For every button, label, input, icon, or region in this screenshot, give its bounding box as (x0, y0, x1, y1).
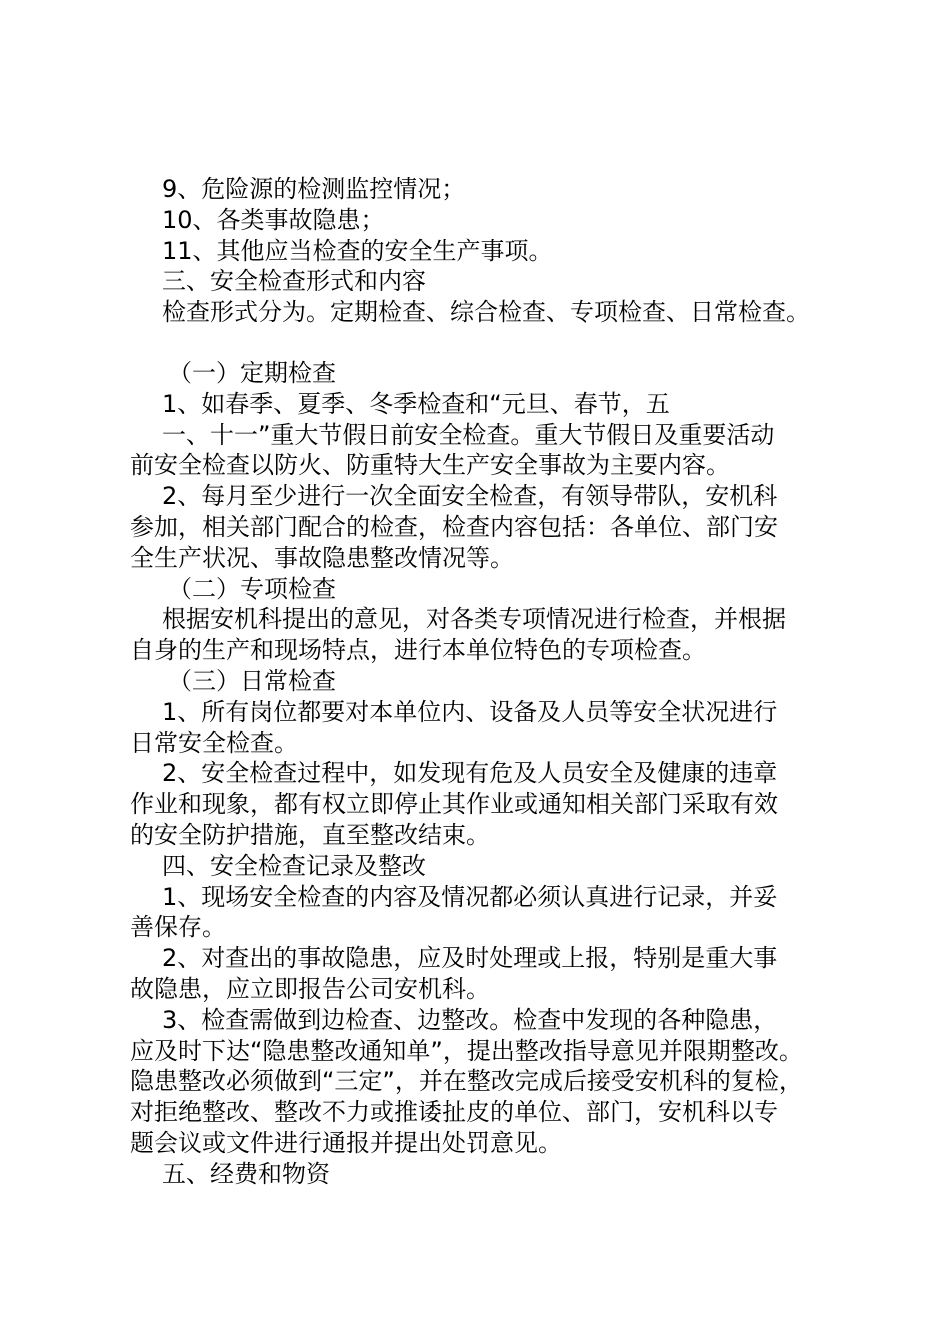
paragraph-line: 2、对查出的事故隐患，应及时处理或上报，特别是重大事 (162, 944, 778, 973)
list-item-11: 11、其他应当检查的安全生产事项。 (162, 236, 553, 265)
paragraph-line: 隐患整改必须做到“三定”，并在整改完成后接受安机科的复检， (130, 1067, 803, 1096)
paragraph-line: 参加，相关部门配合的检查，检查内容包括：各单位、部门安 (130, 512, 778, 541)
section-heading-3: 三、安全检查形式和内容 (162, 267, 426, 296)
paragraph-line: 自身的生产和现场特点，进行本单位特色的专项检查。 (130, 636, 706, 665)
section-heading-5: 五、经费和物资 (162, 1159, 330, 1188)
paragraph-line: 应及时下达“隐患整改通知单”，提出整改指导意见并限期整改。 (130, 1036, 803, 1065)
subsection-heading-3: （三）日常检查 (168, 666, 336, 695)
paragraph-line: 2、每月至少进行一次全面安全检查，有领导带队，安机科 (162, 482, 778, 511)
list-item-10: 10、各类事故隐患； (162, 205, 385, 234)
paragraph-line: 2、安全检查过程中，如发现有危及人员安全及健康的违章 (162, 759, 778, 788)
paragraph-line: 的安全防护措施，直至整改结束。 (130, 820, 490, 849)
paragraph-line: 一、十一”重大节假日前安全检查。重大节假日及重要活动 (162, 420, 775, 449)
paragraph-line: 前安全检查以防火、防重特大生产安全事故为主要内容。 (130, 451, 730, 480)
paragraph-line: 日常安全检查。 (130, 728, 298, 757)
paragraph-line: 故隐患，应立即报告公司安机科。 (130, 974, 490, 1003)
paragraph-line: 题会议或文件进行通报并提出处罚意见。 (130, 1128, 562, 1157)
paragraph-line: 检查形式分为。定期检查、综合检查、专项检查、日常检查。 (162, 298, 810, 327)
paragraph-line: 善保存。 (130, 913, 226, 942)
subsection-heading-1: （一）定期检查 (168, 358, 336, 387)
paragraph-line: 1、所有岗位都要对本单位内、设备及人员等安全状况进行 (162, 697, 778, 726)
document-body (130, 174, 850, 1190)
paragraph-line: 全生产状况、事故隐患整改情况等。 (130, 543, 514, 572)
paragraph-line: 根据安机科提出的意见，对各类专项情况进行检查，并根据 (162, 605, 786, 634)
paragraph-line: 对拒绝整改、整改不力或推诿扯皮的单位、部门，安机科以专 (130, 1098, 778, 1127)
paragraph-line: 作业和现象，都有权立即停止其作业或通知相关部门采取有效 (130, 790, 778, 819)
paragraph-line: 3、检查需做到边检查、边整改。检查中发现的各种隐患， (162, 1005, 778, 1034)
paragraph-line: 1、现场安全检查的内容及情况都必须认真进行记录，并妥 (162, 882, 778, 911)
subsection-heading-2: （二）专项检查 (168, 574, 336, 603)
list-item-9: 9、危险源的检测监控情况； (162, 175, 466, 203)
section-heading-4: 四、安全检查记录及整改 (162, 851, 426, 880)
paragraph-line: 1、如春季、夏季、冬季检查和“元旦、春节，五 (162, 389, 670, 418)
